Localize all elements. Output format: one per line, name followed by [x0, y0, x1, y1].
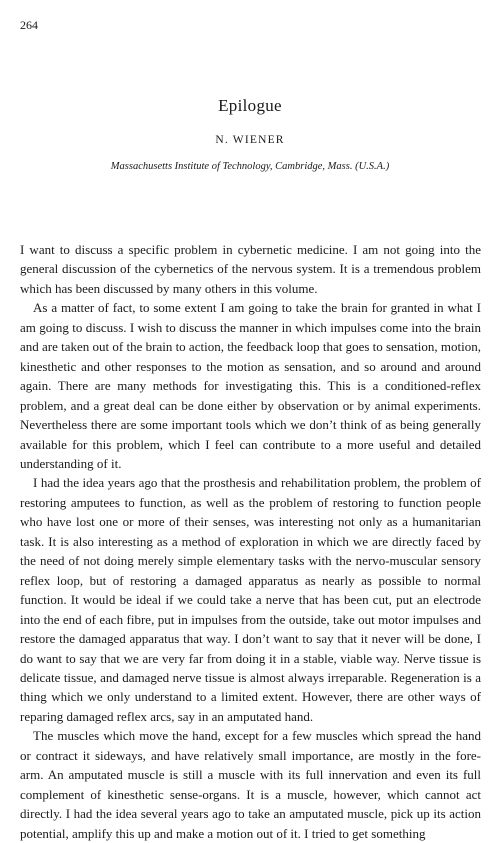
paragraph-1: I want to discuss a specific problem in cybernetic medicine. I am not going into the general discussion of the cybernetics of the nervous system. It is a tremendous problem which has been discussed by many others in this volume. — [20, 242, 481, 296]
author-affiliation: Massachusetts Institute of Technology, Cambridge, Mass. (U.S.A.) — [110, 161, 390, 172]
paragraph-4: The muscles which move the hand, except for a few muscles which spread the hand or contract it sideways, and have relatively small importance, are mostly in the fore-arm. An amputated muscle is still a muscle with its full innervation and even its full complement of kinesthetic sense-organs. It is a muscle, however, which cannot act directly. I had the idea several years ago to take an amputated muscle, pick up its action potential, amplify this up and make a motion out of it. I tried to get something — [20, 728, 481, 841]
article-body — [20, 240, 481, 843]
page-number: 264 — [20, 18, 38, 32]
paragraph-3: I had the idea years ago that the prosthesis and rehabilitation problem, the problem of restoring amputees to function, as well as the problem of restoring to function people who have lost one or more of their senses, was interesting not only as a humanitarian task. It is also interesting as a method of exploration in which we are directly faced by the need of not doing merely simple elementary tasks with the nervo-muscular sensory reflex loop, but of restoring a damaged apparatus as nearly as possible to normal function. It would be ideal if we could take a nerve that has been cut, put an electrode into the end of each fibre, put in impulses from the outside, take out motor impulses and restore the damaged apparatus that way. I don’t want to say that it never will be done, I do want to say that we are very far from doing it in a stable, viable way. Nerve tissue is delicate tissue, and damaged nerve tissue is almost always irreparable. Regeneration is a thing which we only understand to a limited extent. However, there are other ways of reparing damaged reflex arcs, say in an amputated hand. — [20, 475, 481, 724]
article-title: Epilogue — [218, 96, 282, 115]
paragraph-2: As a matter of fact, to some extent I am going to take the brain for granted in what I am going to discuss. I wish to discuss the manner in which impulses come into the brain and are taken out of the brain to action, the feedback loop that goes to sensation, motion, kinesthetic and other responses to the motion as sensation, and so around and around again. There are many methods for investigating this. This is a conditioned-reflex problem, and a great deal can be done either by observation or by animal experiments. Nevertheless there are some important tools which we don’t think of as being generally available for this problem, which I feel can contribute to a more useful and detailed understanding of it. — [20, 300, 482, 471]
author-name: N. WIENER — [215, 134, 285, 146]
